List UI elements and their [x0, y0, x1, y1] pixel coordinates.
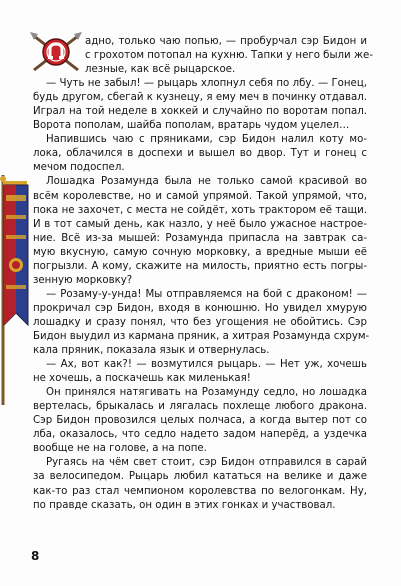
text-line: Сэр Бидон провозился целых полчаса, а когда вытер пот со: [33, 415, 367, 427]
paragraph-8: [33, 456, 367, 512]
text-line: Ругаясь на чём свет стоит, сэр Бидон отправился в сарай: [46, 457, 367, 469]
text-line: лезные, как всё рыцарское.: [85, 64, 236, 76]
text-line: Бидон выудил из кармана пряник, а хитрая Розамунда схрум-: [33, 330, 370, 342]
text-line: за велосипедом. Рыцарь любил кататься на велике и даже: [33, 471, 367, 483]
paragraph-1: [33, 35, 374, 77]
text-line: вертелась, брыкалась и лягалась похлеще любого дракона.: [33, 401, 367, 413]
text-line: пока не захочет, с места не сойдёт, хоть трактором её тащи.: [33, 204, 367, 216]
story-text: [33, 35, 374, 513]
text-line: ние. Всё из-за мышей: Розамунда припасла на завтрак са-: [33, 232, 367, 244]
text-line: Лошадка Розамунда была не только самой красивой во: [46, 176, 367, 188]
text-line: И в тот самый день, как назло, у неё было ужасное настрое-: [33, 218, 367, 230]
text-line: адно, только чаю попью, — пробурчал сэр Бидон и: [85, 36, 367, 47]
text-line: мую вкусную, самую сочную морковку, а вредные мыши её: [33, 246, 367, 258]
text-line: — Розаму-у-унда! Мы отправляемся на бой с драконом! —: [46, 288, 367, 300]
text-line: погрызли. А кому, скажите на милость, приятно есть погры-: [33, 260, 367, 272]
paragraph-7: [33, 386, 367, 456]
text-line: лока, облачился в доспехи и вышел во двор. Тут и гонец с: [33, 148, 367, 160]
heraldic-banner-icon: [0, 175, 32, 405]
text-line: — Чуть не забыл! — рыцарь хлопнул себя по лбу. — Гонец,: [46, 78, 367, 90]
text-line: по правде сказать, он один в этих гонках и участвовал.: [33, 499, 336, 511]
text-line: не хочешь, а поскачешь как миленькая!: [33, 373, 251, 385]
text-line: Напившись чаю с пряниками, сэр Бидон налил коту мо-: [46, 134, 367, 146]
paragraph-4: [33, 175, 367, 287]
text-line: кала пряник, показала язык и отвернулась.: [33, 345, 270, 357]
paragraph-3: [33, 133, 367, 175]
text-line: прокричал сэр Бидон, входя в конюшню. Но увидел хмурую: [33, 302, 367, 314]
paragraph-2: [33, 77, 367, 133]
text-line: Ворота пополам, шайба пополам, вратарь чудом уцелел…: [33, 120, 350, 132]
text-line: зенную морковку?: [33, 274, 133, 286]
text-line: с грохотом потопал на кухню. Тапки у него были же-: [85, 50, 374, 62]
paragraph-6: [33, 358, 367, 386]
text-line: будь другом, сбегай к кузнецу, я ему меч в починку отдавал.: [33, 92, 367, 104]
text-line: вообще не на голове, а на попе.: [33, 443, 207, 455]
text-line: как-то раз стал чемпионом королевства по велогонкам. Ну,: [33, 485, 367, 497]
text-line: Он принялся натягивать на Розамунду седло, но лошадка: [46, 387, 367, 399]
page-number: 8: [31, 549, 40, 563]
text-line: мечом подоспел.: [33, 162, 125, 174]
text-line: всём королевстве, но и самой упрямой. Такой упрямой, что,: [33, 190, 367, 202]
text-line: — Ах, вот как?! — возмутился рыцарь. — Нет уж, хочешь: [46, 359, 367, 371]
text-line: лошадку и сразу понял, что без угощения не обойтись. Сэр: [33, 316, 367, 328]
paragraph-5: [33, 288, 370, 358]
text-line: лба, оказалось, что седло надето задом наперёд, а уздечка: [33, 429, 367, 441]
text-line: Играл на той неделе в хоккей и случайно по воротам попал.: [33, 106, 367, 118]
